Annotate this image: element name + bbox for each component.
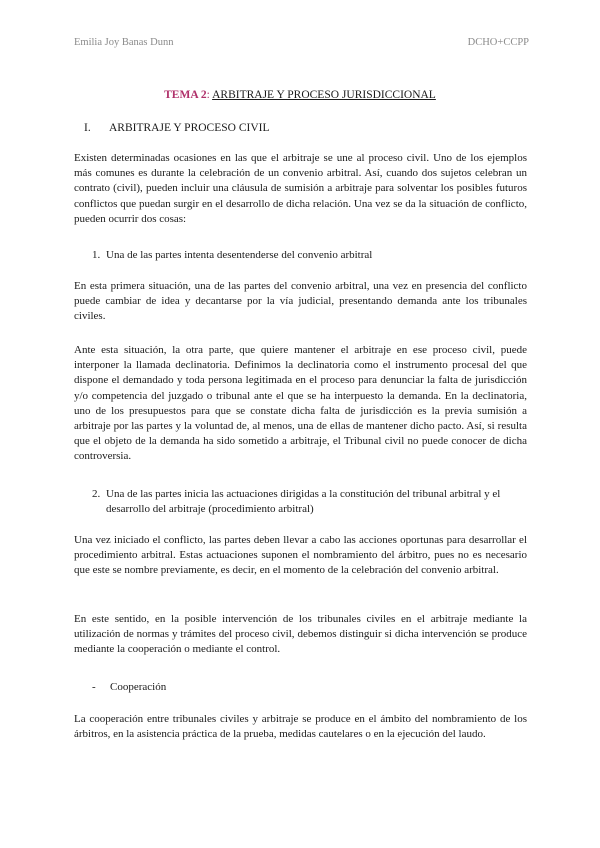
title-colon: : <box>206 89 210 101</box>
list-item-1-text: Una de las partes intenta desentenderse del convenio arbitral <box>106 249 373 261</box>
paragraph-6: La cooperación entre tribunales civiles y arbitraje se produce en el ámbito del nombramiento de los árbitros, en la asistencia práctica de la prueba, medidas cautelares o en la ejecución del laudo. <box>74 713 527 741</box>
subheading-cooperacion <box>92 681 166 693</box>
header-author: Emilia Joy Banas Dunn <box>74 37 174 48</box>
section-heading <box>84 122 269 134</box>
list-item-1-number: 1. <box>92 249 101 261</box>
paragraph-2: En esta primera situación, una de las partes del convenio arbitral, una vez en presencia del conflicto puede cambiar de idea y decantarse por la vía judicial, presentando demanda ante los tribunales civiles. <box>74 280 527 323</box>
subheading-bullet: - <box>92 681 96 693</box>
title-tema: TEMA 2 <box>164 89 207 101</box>
header-course: DCHO+CCPP <box>467 37 529 48</box>
list-item-1 <box>92 248 527 263</box>
paragraph-3: Ante esta situación, la otra parte, que quiere mantener el arbitraje en ese proceso civil, puede interponer la llamada declinatoria. Definimos la declinatoria como el instrumento procesal del que dispone el demandado y toda persona legitimada en el proceso para denunciar la falta de jurisdicción y/o competencia del juzgado o tribunal ante el que se ha interpuesto la demanda. En la declinatoria, uno de los presupuestos para que se constate dicha falta de jurisdicción es la previa sumisión a arbitraje por las partes y la voluntad de, al menos, una de ellas de mantener dicho pacto. Así, si resulta que el objeto de la demanda ha sido sometido a arbitraje, el Tribunal civil no puede conocer de dicha controversia. <box>74 344 527 463</box>
subheading-text: Cooperación <box>110 681 167 693</box>
title-name: ARBITRAJE Y PROCESO JURISDICCIONAL <box>212 89 436 101</box>
list-item-2-number: 2. <box>92 488 101 500</box>
paragraph-1: Existen determinadas ocasiones en las que el arbitraje se une al proceso civil. Uno de los ejemplos más comunes es durante la celebración de un convenio arbitral. Así, cuando dos sujetos celebran un contrato (civil), pueden incluir una cláusula de sumisión a arbitraje para solventar los posibles futuros conflictos que puedan surgir en el desarrollo de dicha relación. Una vez se da la situación de conflicto, pueden ocurrir dos cosas: <box>74 152 527 225</box>
section-title: ARBITRAJE Y PROCESO CIVIL <box>109 122 270 134</box>
paragraph-4: Una vez iniciado el conflicto, las partes deben llevar a cabo las acciones oportunas para desarrollar el procedimiento arbitral. Estas actuaciones suponen el nombramiento del árbitro, pues no es necesario que este se nombre previamente, es decir, en el momento de la celebración del convenio arbitral. <box>74 534 527 577</box>
section-number: I. <box>84 122 91 134</box>
list-item-2 <box>92 487 527 517</box>
document-title <box>0 89 600 101</box>
paragraph-5: En este sentido, en la posible intervención de los tribunales civiles en el arbitraje mediante la utilización de normas y trámites del proceso civil, debemos distinguir si dicha intervención se produce mediante la cooperación o mediante el control. <box>74 613 527 656</box>
list-item-2-text: Una de las partes inicia las actuaciones dirigidas a la constitución del tribunal arbitral y el desarrollo del arbitraje (procedimiento arbitral) <box>106 488 501 516</box>
